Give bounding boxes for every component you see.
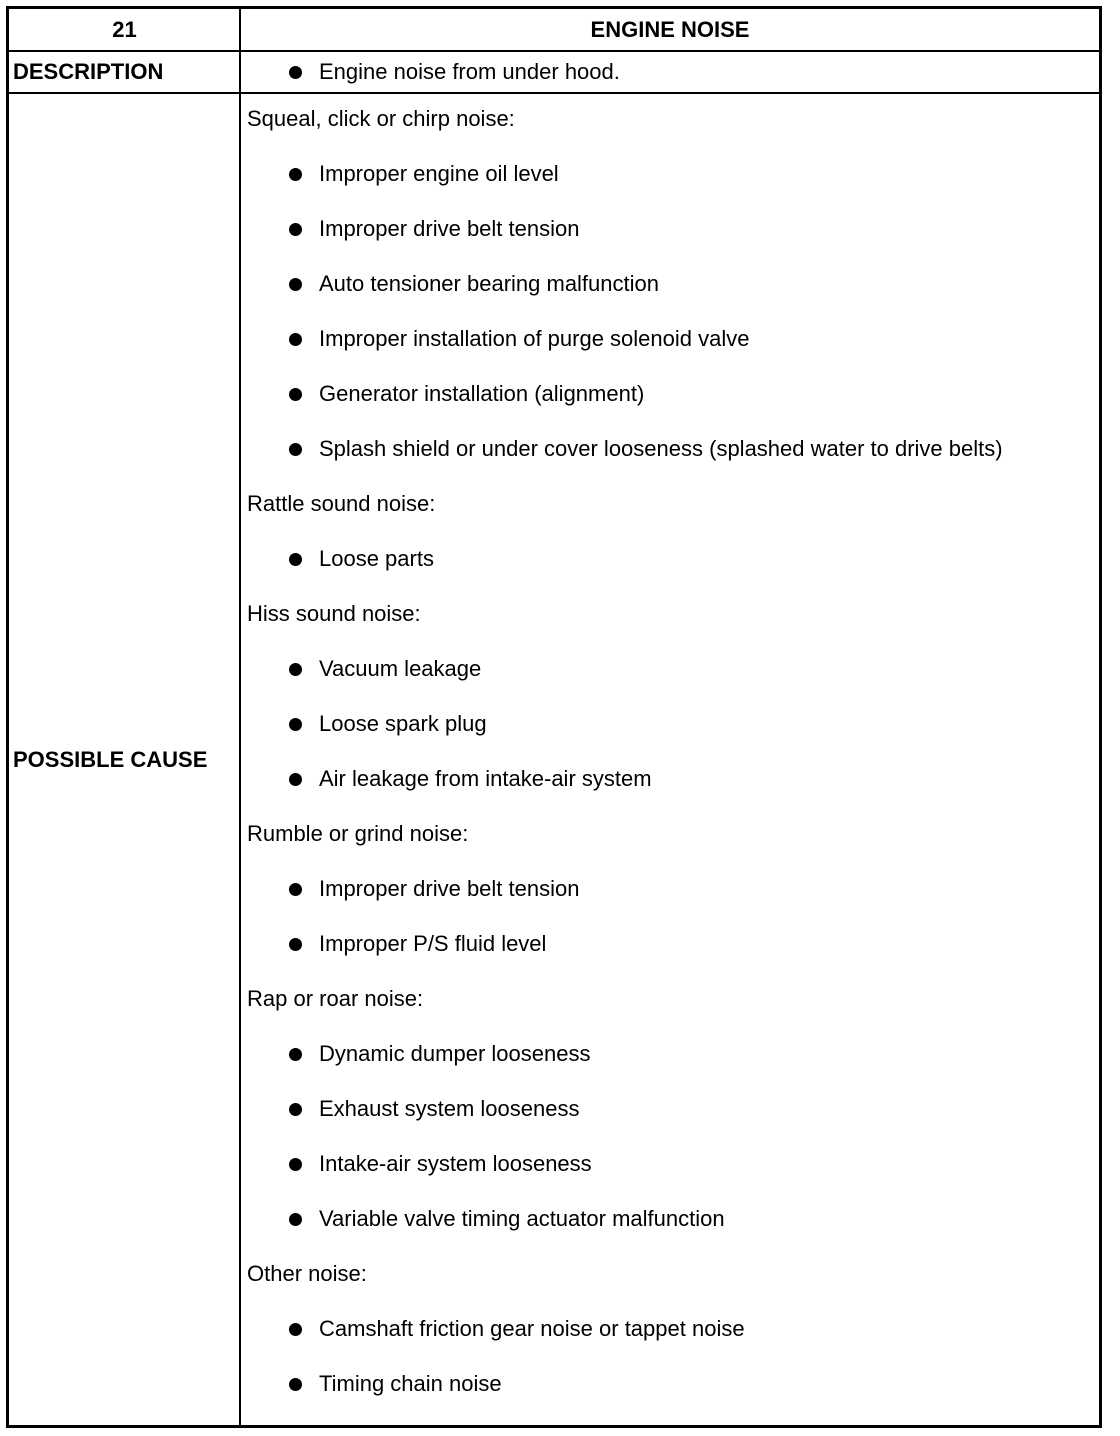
description-label: DESCRIPTION [13, 59, 164, 84]
cause-group-title: Rap or roar noise: [247, 986, 424, 1011]
bullet-icon [289, 223, 302, 236]
bullet-icon [289, 388, 302, 401]
cause-item [247, 324, 1089, 354]
bullet-icon [289, 278, 302, 291]
cause-item [247, 1039, 1089, 1069]
cause-item [247, 1314, 1089, 1344]
cause-item-text: Splash shield or under cover looseness (splashed water to drive belts) [319, 436, 1003, 461]
symptom-title: ENGINE NOISE [590, 16, 750, 42]
cause-item-text: Improper drive belt tension [319, 876, 580, 901]
bullet-icon [289, 1323, 302, 1336]
header-row [9, 9, 1099, 52]
cause-item-text: Improper engine oil level [319, 161, 559, 186]
cause-item-text: Loose spark plug [319, 711, 487, 736]
cause-item-text: Vacuum leakage [319, 656, 482, 681]
description-item [241, 57, 620, 87]
troubleshooting-table [6, 6, 1102, 1428]
bullet-icon [289, 1213, 302, 1226]
cause-item [247, 929, 1089, 959]
bullet-icon [289, 1048, 302, 1061]
cause-item-text: Improper P/S fluid level [319, 931, 547, 956]
cause-item [247, 1094, 1089, 1124]
cause-item [247, 1369, 1089, 1399]
cause-item-text: Camshaft friction gear noise or tappet noise [319, 1316, 745, 1341]
description-content-cell [241, 52, 1099, 92]
cause-item [247, 654, 1089, 684]
bullet-icon [289, 1378, 302, 1391]
cause-item [247, 269, 1089, 299]
description-label-cell [9, 52, 240, 92]
bullet-icon [289, 553, 302, 566]
cause-item [247, 874, 1089, 904]
bullet-icon [289, 773, 302, 786]
bullet-icon [289, 168, 302, 181]
cause-item-text: Generator installation (alignment) [319, 381, 645, 406]
bullet-icon [289, 883, 302, 896]
possible-cause-label-cell [9, 94, 240, 1425]
bullet-icon [289, 443, 302, 456]
symptom-number: 21 [112, 16, 137, 42]
cause-item-text: Auto tensioner bearing malfunction [319, 271, 659, 296]
cause-item-text: Intake-air system looseness [319, 1151, 592, 1176]
cause-group-title: Other noise: [247, 1261, 367, 1286]
cause-item [247, 709, 1089, 739]
cause-item-text: Exhaust system looseness [319, 1096, 580, 1121]
cause-group-title: Squeal, click or chirp noise: [247, 106, 515, 131]
possible-cause-list [247, 94, 1089, 1399]
bullet-icon [289, 938, 302, 951]
cause-item [247, 764, 1089, 794]
cause-item-text: Dynamic dumper looseness [319, 1041, 591, 1066]
cause-item-text: Variable valve timing actuator malfunction [319, 1206, 725, 1231]
cause-item [247, 1204, 1089, 1234]
cause-item [247, 434, 1089, 464]
header-title-cell [241, 9, 1099, 50]
cause-item-text: Timing chain noise [319, 1371, 502, 1396]
cause-item-text: Improper drive belt tension [319, 216, 580, 241]
possible-cause-row [9, 94, 1099, 1425]
bullet-icon [289, 663, 302, 676]
cause-item [247, 544, 1089, 574]
bullet-icon [289, 1103, 302, 1116]
cause-item [247, 379, 1089, 409]
cause-item [247, 159, 1089, 189]
cause-item-text: Loose parts [319, 546, 434, 571]
cause-item [247, 214, 1089, 244]
description-item-text: Engine noise from under hood. [319, 59, 620, 84]
bullet-icon [289, 66, 302, 79]
cause-group-title: Rumble or grind noise: [247, 821, 469, 846]
bullet-icon [289, 333, 302, 346]
cause-item-text: Improper installation of purge solenoid valve [319, 326, 750, 351]
cause-item-text: Air leakage from intake-air system [319, 766, 652, 791]
cause-group-title: Rattle sound noise: [247, 491, 436, 516]
cause-item [247, 1149, 1089, 1179]
possible-cause-label: POSSIBLE CAUSE [13, 746, 208, 772]
header-number-cell [9, 9, 240, 50]
bullet-icon [289, 1158, 302, 1171]
bullet-icon [289, 718, 302, 731]
cause-group-title: Hiss sound noise: [247, 601, 421, 626]
description-row [9, 52, 1099, 94]
